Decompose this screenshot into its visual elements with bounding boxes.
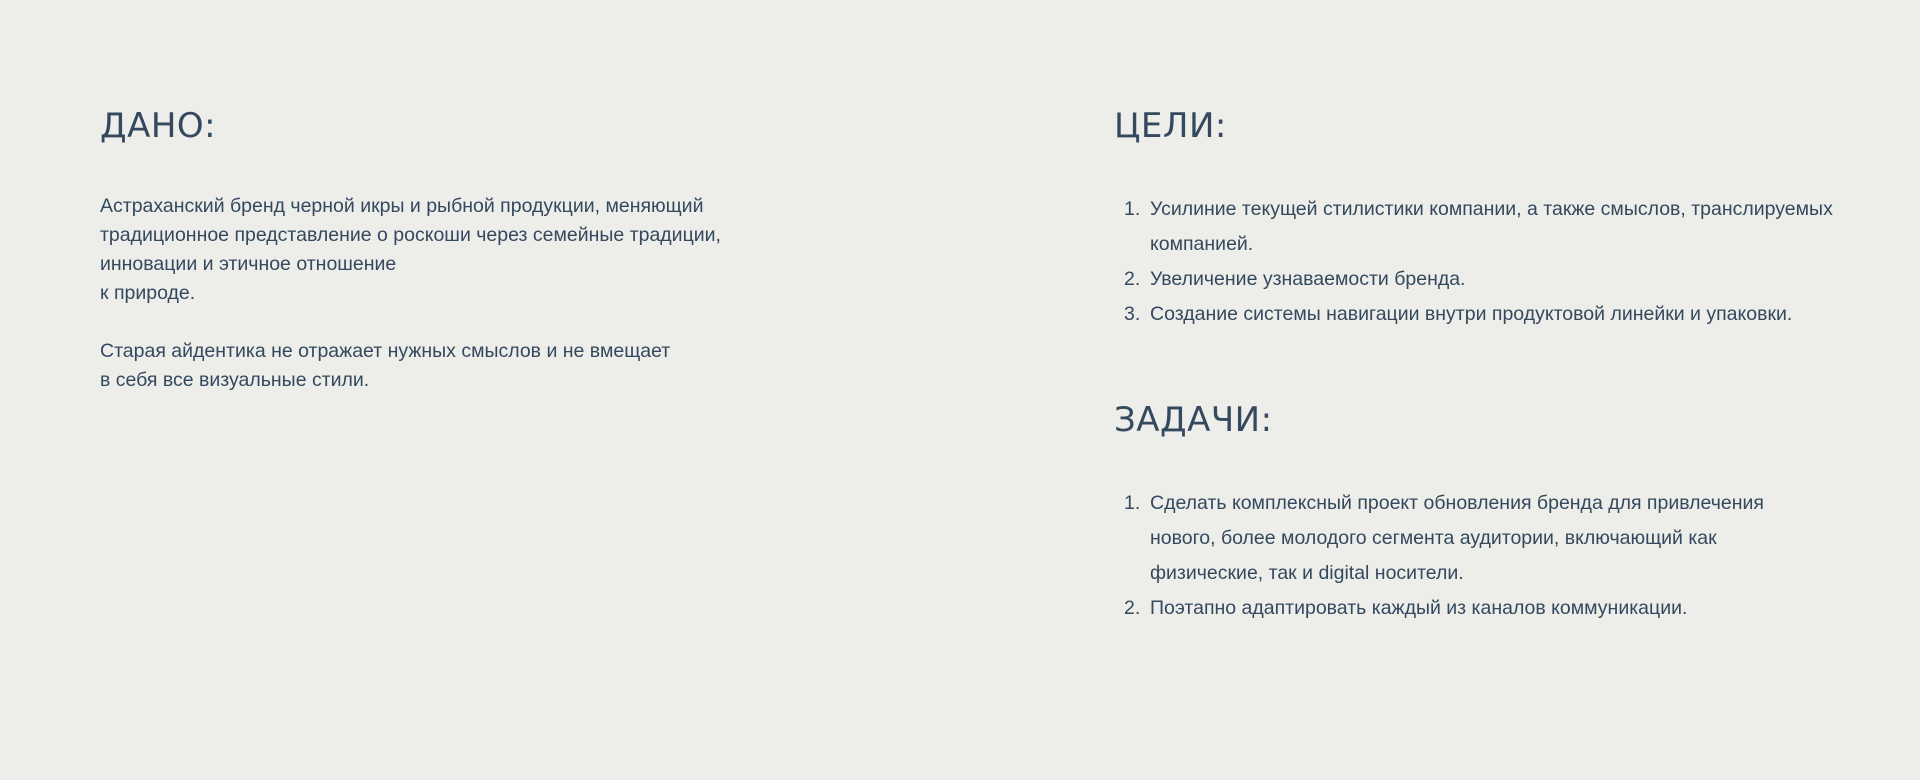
goal-text: Увеличение узнаваемости бренда. (1150, 268, 1466, 290)
task-text: Поэтапно адаптировать каждый из каналов коммуникации. (1150, 597, 1688, 619)
given-paragraph-identity: Старая айдентика не отражает нужных смыслов и не вмещает в себя все визуальные стили. (100, 340, 671, 391)
task-number: 2. (1124, 597, 1141, 619)
goals-section (1114, 102, 1834, 332)
goal-item (1114, 262, 1834, 297)
goals-list (1114, 192, 1834, 332)
task-text: Сделать комплексный проект обновления бренда для привлечения нового, более молодого сегмента аудитории, включающий как физические, так и digital носители. (1150, 492, 1764, 584)
tasks-heading: ЗАДАЧИ: (1114, 400, 1273, 440)
goal-number: 3. (1124, 303, 1141, 325)
goal-text: Усилиние текущей стилистики компании, а также смыслов, транслируемых компанией. (1150, 198, 1833, 255)
goals-tasks-column (1114, 102, 1834, 626)
task-item (1114, 591, 1834, 626)
goal-number: 1. (1124, 198, 1141, 220)
tasks-list (1114, 486, 1834, 626)
given-section (100, 102, 800, 395)
goals-heading: ЦЕЛИ: (1114, 106, 1227, 146)
goal-item (1114, 192, 1834, 262)
task-item (1114, 486, 1834, 591)
tasks-section (1114, 396, 1834, 626)
goal-number: 2. (1124, 268, 1141, 290)
given-paragraph-brand: Астраханский бренд черной икры и рыбной продукции, меняющий традиционное представление о роскоши через семейные традиции, инновации и этичное отношение к природе. (100, 195, 721, 304)
task-number: 1. (1124, 492, 1141, 514)
goal-text: Создание системы навигации внутри продуктовой линейки и упаковки. (1150, 303, 1793, 325)
given-heading: ДАНО: (100, 106, 217, 146)
goal-item (1114, 297, 1834, 332)
